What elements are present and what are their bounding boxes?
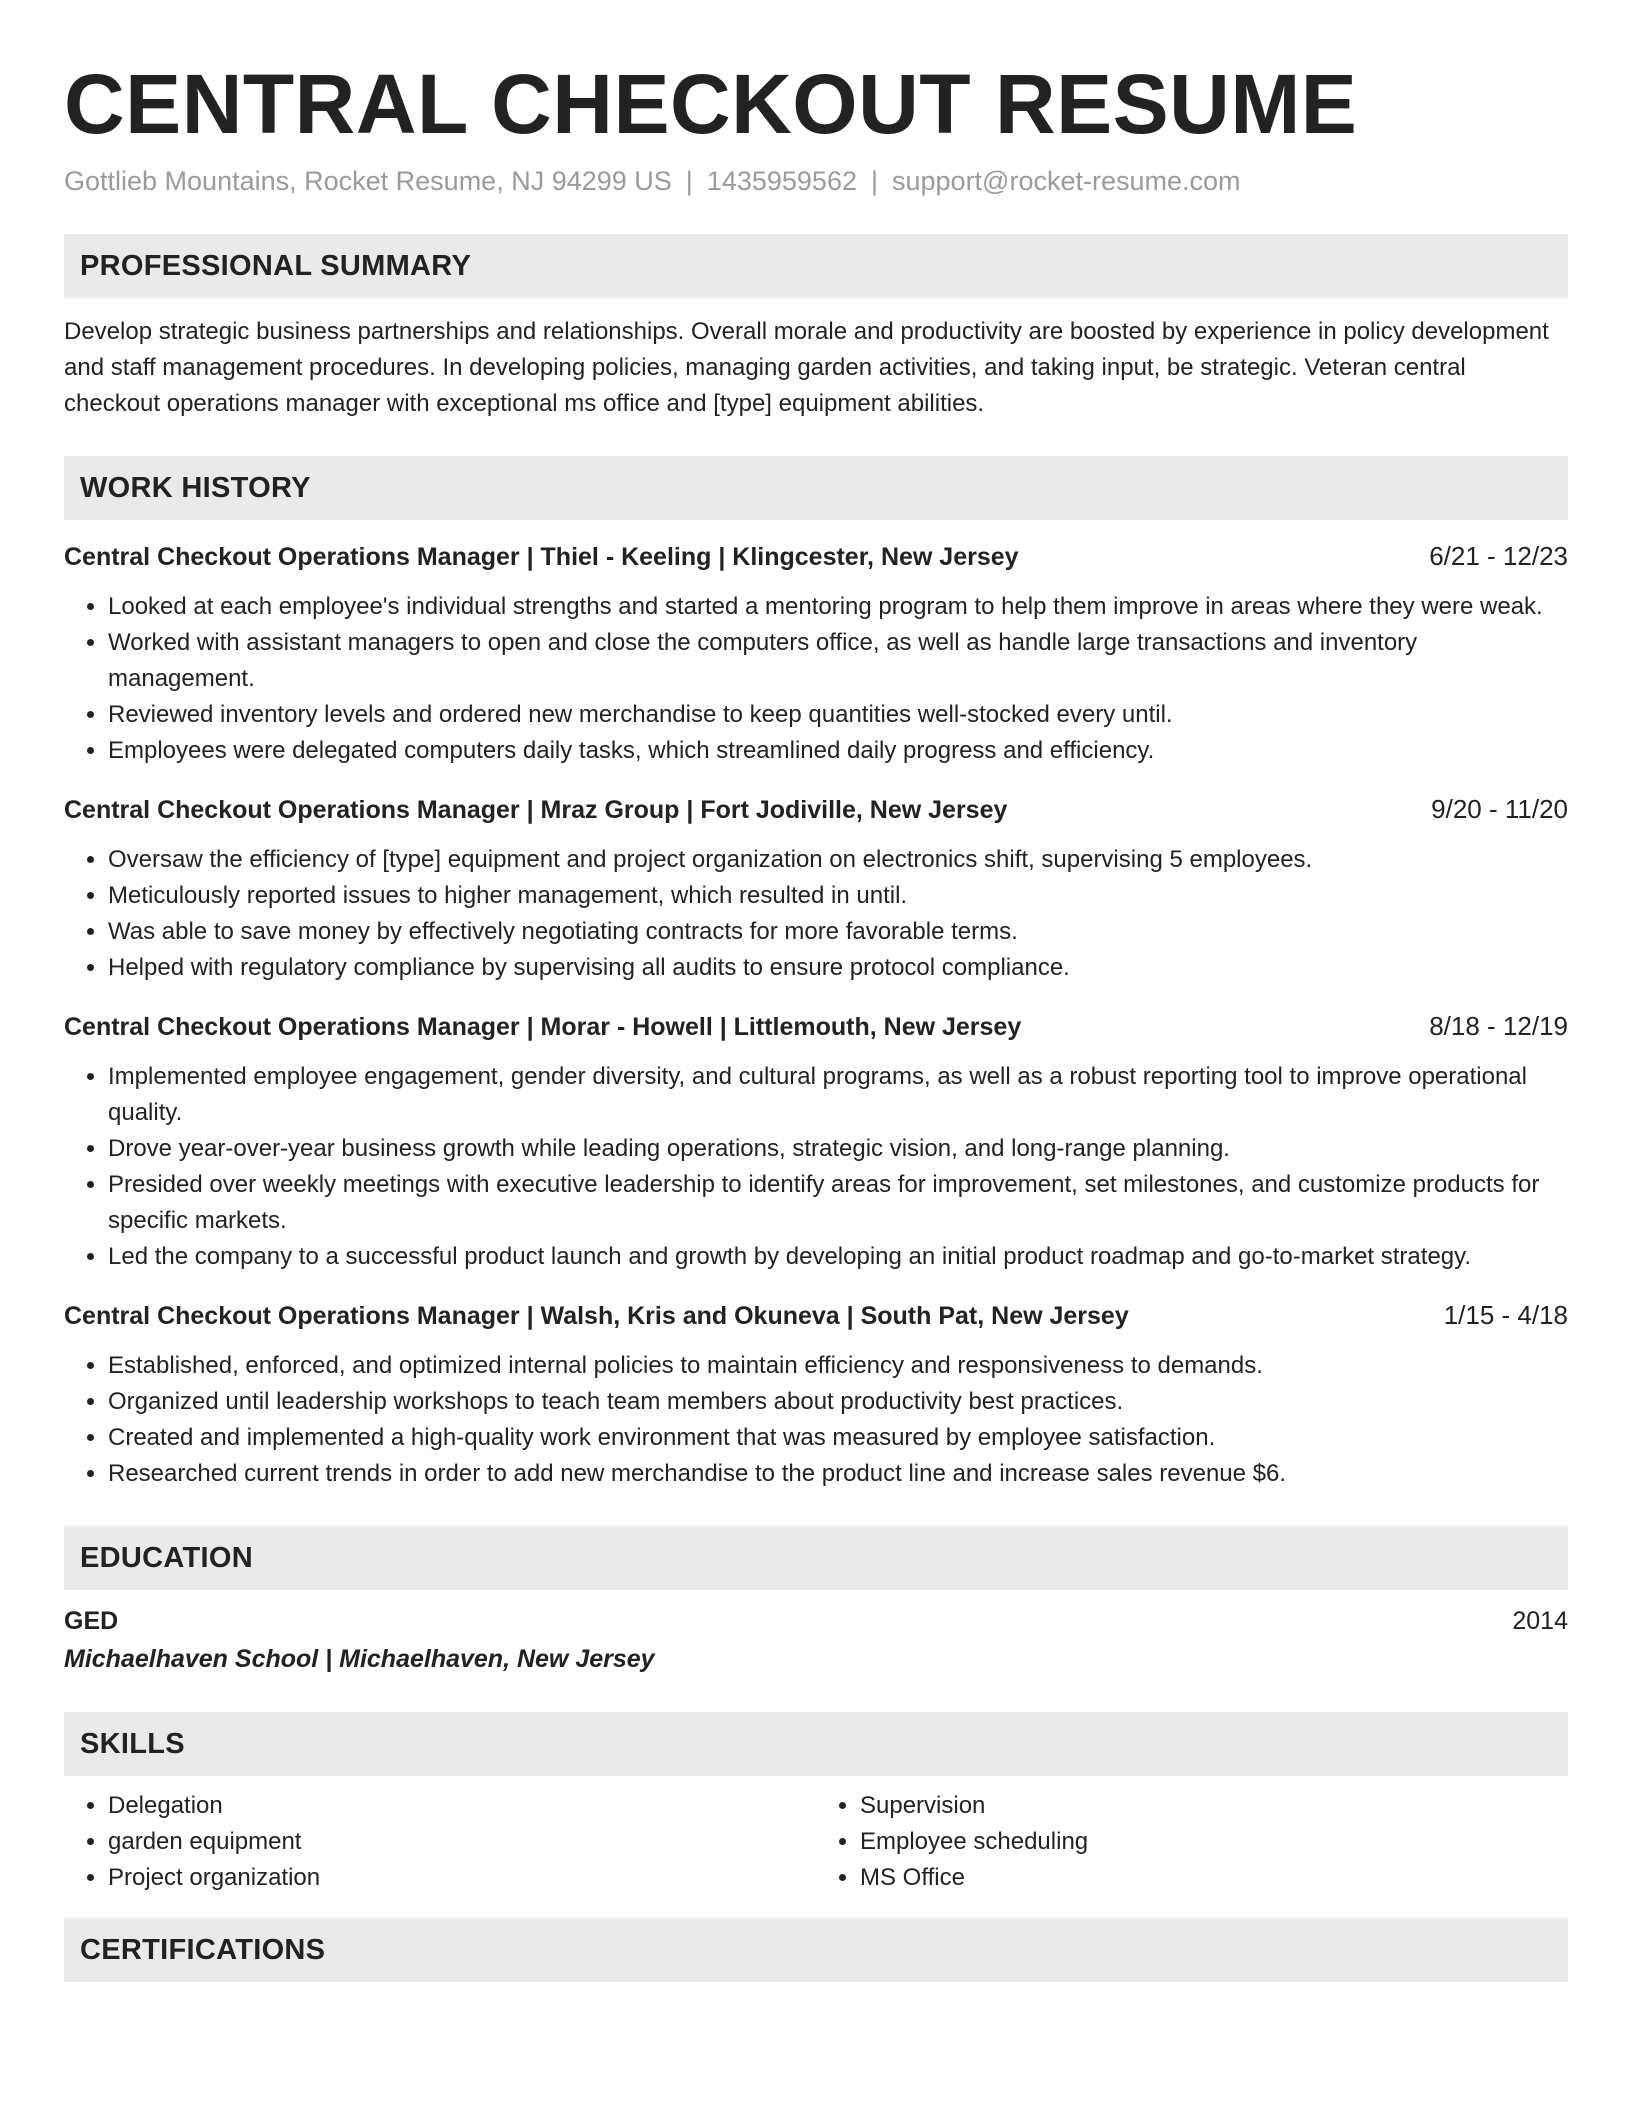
section-header-skills: SKILLS — [64, 1712, 1568, 1776]
job-bullet: • Created and implemented a high-quality work environment that was measured by employee satisfaction. — [108, 1420, 1568, 1456]
contact-email: support@rocket-resume.com — [892, 166, 1241, 196]
job-bullets — [64, 1059, 1568, 1275]
contact-line — [64, 164, 1568, 198]
job-bullet: • Drove year-over-year business growth while leading operations, strategic vision, and long-range planning. — [108, 1131, 1568, 1167]
section-header-summary: PROFESSIONAL SUMMARY — [64, 234, 1568, 298]
section-header-work-history: WORK HISTORY — [64, 456, 1568, 520]
job-bullet: • Established, enforced, and optimized internal policies to maintain efficiency and responsiveness to demands. — [108, 1348, 1568, 1384]
job-bullets — [64, 1348, 1568, 1492]
job-dates: 6/21 - 12/23 — [1429, 541, 1568, 571]
job-bullet: • Organized until leadership workshops to teach team members about productivity best practices. — [108, 1384, 1568, 1420]
job-entry — [64, 1297, 1568, 1492]
job-dates: 9/20 - 11/20 — [1431, 794, 1568, 824]
summary-text: Develop strategic business partnerships and relationships. Overall morale and productivity are boosted by experience in policy development and staff management procedures. In developing policies, managing garden activities, and taking input, be strategic. Veteran central checkout operations manager with exceptional ms office and [type] equipment abilities. — [64, 318, 1549, 417]
job-header — [64, 791, 1568, 828]
job-title: Central Checkout Operations Manager | Thiel - Keeling | Klingcester, New Jersey — [64, 543, 1019, 571]
job-bullet: • Helped with regulatory compliance by supervising all audits to ensure protocol compliance. — [108, 950, 1568, 986]
job-bullet: • Led the company to a successful product launch and growth by developing an initial product roadmap and go-to-market strategy. — [108, 1239, 1568, 1275]
education-degree: GED — [64, 1607, 119, 1635]
skills-column-left — [64, 1788, 816, 1896]
job-bullet: • Researched current trends in order to add new merchandise to the product line and increase sales revenue $6. — [108, 1456, 1568, 1492]
skill-item: • Supervision — [860, 1788, 1568, 1824]
job-header — [64, 1008, 1568, 1045]
job-bullets — [64, 589, 1568, 769]
contact-separator: | — [685, 166, 693, 196]
job-bullet: • Reviewed inventory levels and ordered new merchandise to keep quantities well-stocked every until. — [108, 697, 1568, 733]
job-entry — [64, 791, 1568, 986]
job-dates: 8/18 - 12/19 — [1429, 1011, 1568, 1041]
skill-item: • garden equipment — [108, 1824, 816, 1860]
skill-item: • Delegation — [108, 1788, 816, 1824]
job-bullet: • Implemented employee engagement, gender diversity, and cultural programs, as well as a robust reporting tool to improve operational quality. — [108, 1059, 1568, 1131]
resume-title: CENTRAL CHECKOUT RESUME — [64, 57, 1358, 151]
job-entry — [64, 1008, 1568, 1275]
job-bullet: • Oversaw the efficiency of [type] equipment and project organization on electronics shift, supervising 5 employees. — [108, 842, 1568, 878]
job-bullet: • Looked at each employee's individual strengths and started a mentoring program to help them improve in areas where they were weak. — [108, 589, 1568, 625]
skills-column-right — [816, 1788, 1568, 1896]
job-bullets — [64, 842, 1568, 986]
job-entry — [64, 538, 1568, 769]
skill-item: • Employee scheduling — [860, 1824, 1568, 1860]
contact-separator: | — [870, 166, 878, 196]
section-header-education: EDUCATION — [64, 1526, 1568, 1590]
section-header-certifications: CERTIFICATIONS — [64, 1918, 1568, 1982]
contact-address: Gottlieb Mountains, Rocket Resume, NJ 94299 US — [64, 166, 672, 196]
job-bullet: • Employees were delegated computers daily tasks, which streamlined daily progress and efficiency. — [108, 733, 1568, 769]
job-title: Central Checkout Operations Manager | Mraz Group | Fort Jodiville, New Jersey — [64, 796, 1008, 824]
education-school: Michaelhaven School | Michaelhaven, New Jersey — [64, 1645, 655, 1673]
job-title: Central Checkout Operations Manager | Morar - Howell | Littlemouth, New Jersey — [64, 1013, 1022, 1041]
job-bullet: • Presided over weekly meetings with executive leadership to identify areas for improvement, set milestones, and customize products for specific markets. — [108, 1167, 1568, 1239]
skills-list — [64, 1788, 1568, 1896]
job-title: Central Checkout Operations Manager | Walsh, Kris and Okuneva | South Pat, New Jersey — [64, 1302, 1129, 1330]
skill-item: • Project organization — [108, 1860, 816, 1896]
contact-phone: 1435959562 — [706, 166, 857, 196]
job-dates: 1/15 - 4/18 — [1443, 1300, 1568, 1330]
job-header — [64, 1297, 1568, 1334]
job-bullet: • Worked with assistant managers to open and close the computers office, as well as handle large transactions and inventory management. — [108, 625, 1568, 697]
education-year: 2014 — [1512, 1607, 1568, 1635]
education-entry — [64, 1602, 1568, 1640]
job-bullet: • Was able to save money by effectively negotiating contracts for more favorable terms. — [108, 914, 1568, 950]
skill-item: • MS Office — [860, 1860, 1568, 1896]
job-bullet: • Meticulously reported issues to higher management, which resulted in until. — [108, 878, 1568, 914]
job-header — [64, 538, 1568, 575]
